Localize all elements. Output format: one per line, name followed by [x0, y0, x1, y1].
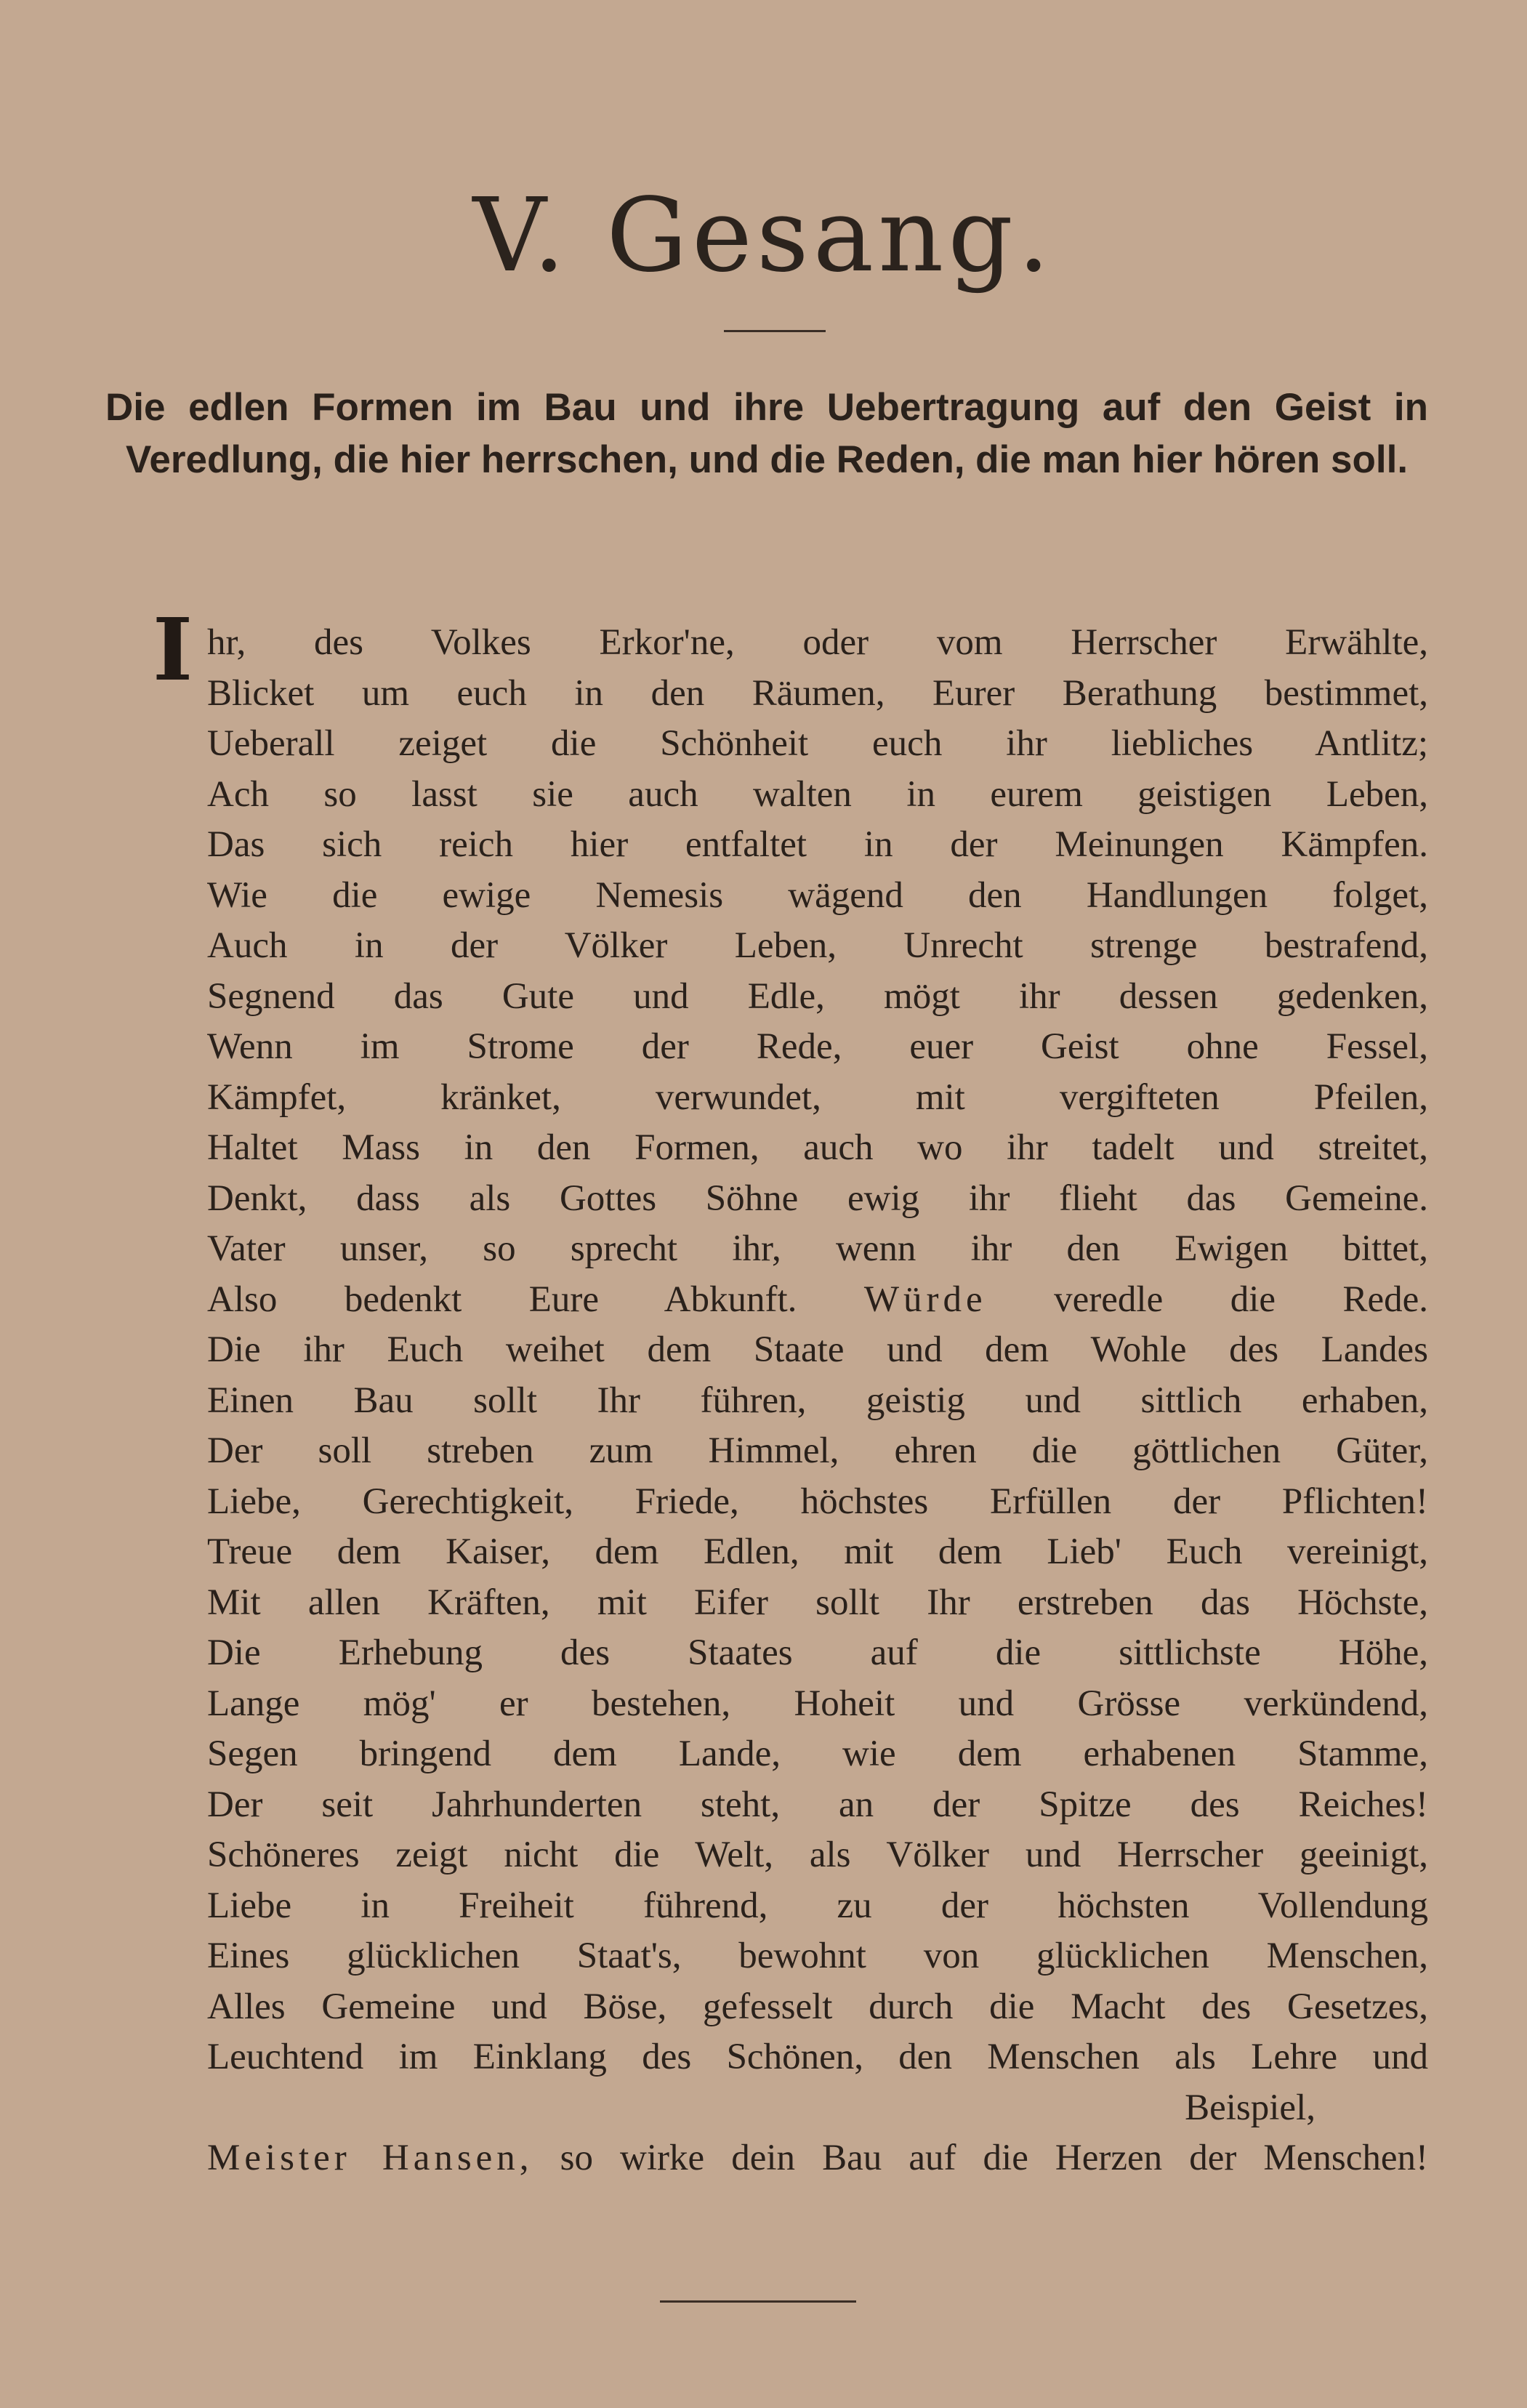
poem-line-text: hr, des Volkes Erkor'ne, oder vom Herrscher Erwählte,	[207, 622, 1428, 663]
poem-line	[207, 618, 1428, 669]
poem-line: Kämpfet, kränket, verwundet, mit vergifteten Pfeilen,	[207, 1076, 1428, 1118]
poem-line: Leuchtend im Einklang des Schönen, den Menschen als Lehre und	[207, 2037, 1428, 2077]
poem-line: Segnend das Gute und Edle, mögt ihr dessen gedenken,	[207, 975, 1428, 1017]
chapter-summary: Die edlen Formen im Bau und ihre Uebertragung auf den Geist in Veredlung, die hier herrschen, und die Reden, die man hier hören soll.	[105, 386, 1428, 481]
poem-line: Mit allen Kräften, mit Eifer sollt Ihr erstreben das Höchste,	[207, 1582, 1428, 1623]
poem-line: Haltet Mass in den Formen, auch wo ihr tadelt und streitet,	[207, 1127, 1428, 1168]
poem-line: Ueberall zeiget die Schönheit euch ihr liebliches Antlitz;	[207, 723, 1428, 764]
title-divider	[724, 330, 826, 332]
poem-line: Liebe, Gerechtigkeit, Friede, höchstes Erfüllen der Pflichten!	[207, 1481, 1428, 1522]
poem-line: Segen bringend dem Lande, wie dem erhabenen Stamme,	[207, 1733, 1428, 1774]
poem-line: Auch in der Völker Leben, Unrecht strenge bestrafend,	[207, 925, 1428, 966]
poem-line: Wie die ewige Nemesis wägend den Handlungen folget,	[207, 874, 1428, 916]
poem-line: Wenn im Strome der Rede, euer Geist ohne Fessel,	[207, 1026, 1428, 1067]
poem-line-text: Also bedenkt Eure Abkunft.	[207, 1279, 864, 1320]
page-title: V. Gesang.	[472, 177, 1055, 295]
emphasized-word: Würde	[863, 1279, 987, 1320]
poem-line: Die ihr Euch weihet dem Staate und dem Wohle des Landes	[207, 1329, 1428, 1370]
poem-line: Lange mög' er bestehen, Hoheit und Grösse verkündend,	[207, 1683, 1428, 1724]
poem-line: Alles Gemeine und Böse, gefesselt durch die Macht des Gesetzes,	[207, 1986, 1428, 2027]
dropcap-initial: I	[153, 599, 193, 700]
poem-line: Beispiel,	[1185, 2087, 1316, 2128]
poem	[207, 618, 1428, 2184]
poem-line: Blicket um euch in den Räumen, Eurer Berathung bestimmet,	[207, 672, 1428, 714]
end-divider	[660, 2300, 856, 2303]
poem-line: Liebe in Freiheit führend, zu der höchsten Vollendung	[207, 1885, 1428, 1926]
poem-line-text: so wirke dein Bau auf die Herzen der Menschen!	[533, 2138, 1428, 2178]
poem-line	[207, 1275, 1428, 1326]
poem-line: Einen Bau sollt Ihr führen, geistig und sittlich erhaben,	[207, 1380, 1428, 1421]
poem-line: Die Erhebung des Staates auf die sittlichste Höhe,	[207, 1632, 1428, 1673]
poem-line: Schöneres zeigt nicht die Welt, als Völker und Herrscher geeinigt,	[207, 1835, 1428, 1875]
poem-line: Der soll streben zum Himmel, ehren die göttlichen Güter,	[207, 1430, 1428, 1471]
poem-line: Vater unser, so sprecht ihr, wenn ihr den Ewigen bittet,	[207, 1228, 1428, 1269]
poem-line: Der seit Jahrhunderten steht, an der Spitze des Reiches!	[207, 1784, 1428, 1825]
emphasized-name: Meister Hansen,	[207, 2138, 533, 2178]
poem-line: Ach so lasst sie auch walten in eurem geistigen Leben,	[207, 773, 1428, 815]
poem-line: Treue dem Kaiser, dem Edlen, mit dem Lieb' Euch vereinigt,	[207, 1531, 1428, 1572]
poem-line-text: veredle die Rede.	[986, 1279, 1429, 1320]
poem-line: Eines glücklichen Staat's, bewohnt von glücklichen Menschen,	[207, 1936, 1428, 1976]
poem-line	[207, 2133, 1428, 2184]
poem-line: Das sich reich hier entfaltet in der Meinungen Kämpfen.	[207, 824, 1428, 865]
poem-line: Denkt, dass als Gottes Söhne ewig ihr flieht das Gemeine.	[207, 1177, 1428, 1219]
